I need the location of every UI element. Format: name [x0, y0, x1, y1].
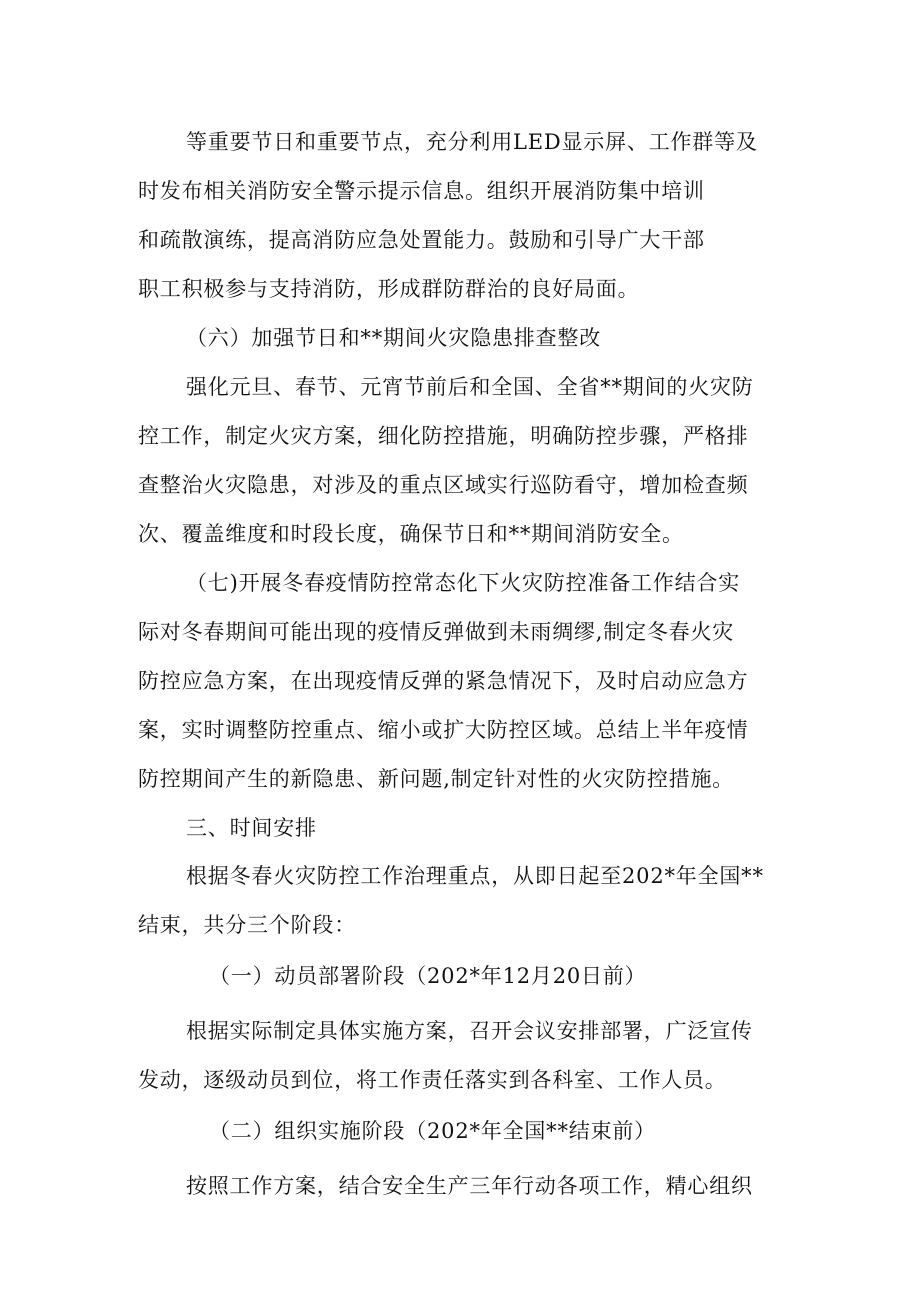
paragraph-line: 案，实时调整防控重点、缩小或扩大防控区域。总结上半年疫情	[138, 718, 749, 742]
paragraph-line: 防控应急方案，在出现疫情反弹的紧急情况下，及时启动应急方	[138, 669, 749, 693]
paragraph-line: 查整治火灾隐患，对涉及的重点区域实行巡防看守，增加检查频	[138, 473, 749, 497]
paragraph-line: 按照工作方案，结合安全生产三年行动各项工作，精心组织	[186, 1174, 753, 1198]
paragraph-line: 次、覆盖维度和时段长度，确保节日和**期间消防安全。	[138, 522, 684, 546]
paragraph-line: 等重要节日和重要节点，充分利用LED显示屏、工作群等及	[186, 130, 758, 154]
paragraph-line: 时发布相关消防安全警示提示信息。组织开展消防集中培训	[138, 179, 705, 203]
section-heading: （一）动员部署阶段（202*年12月20日前）	[209, 964, 647, 988]
section-heading: （二）组织实施阶段（202*年全国**结束前）	[209, 1119, 656, 1143]
paragraph-line: （七)开展冬春疫情防控常态化下火灾防控准备工作结合实	[186, 571, 740, 595]
paragraph-line: 际对冬春期间可能出现的疫情反弹做到未雨绸缪,制定冬春火灾	[138, 620, 735, 644]
paragraph-line: 根据冬春火灾防控工作治理重点，从即日起至202*年全国**	[186, 864, 764, 888]
paragraph-line: 职工积极参与支持消防，形成群防群治的良好局面。	[138, 277, 640, 301]
paragraph-line: 防控期间产生的新隐患、新问题,制定针对性的火灾防控措施。	[138, 767, 735, 791]
paragraph-line: 和疏散演练，提高消防应急处置能力。鼓励和引导广大干部	[138, 228, 705, 252]
paragraph-line: 强化元旦、春节、元宵节前后和全国、全省**期间的火灾防	[186, 375, 754, 399]
paragraph-line: 控工作，制定火灾方案，细化防控措施，明确防控步骤，严格排	[138, 424, 749, 448]
paragraph-line: 根据实际制定具体实施方案，召开会议安排部署，广泛宣传	[186, 1019, 753, 1043]
section-heading: 三、时间安排	[186, 816, 317, 840]
paragraph-line: 结束，共分三个阶段：	[138, 913, 356, 937]
section-heading: （六）加强节日和**期间火灾隐患排查整改	[186, 326, 601, 350]
paragraph-line: 发动，逐级动员到位，将工作责任落实到各科室、工作人员。	[138, 1068, 727, 1092]
